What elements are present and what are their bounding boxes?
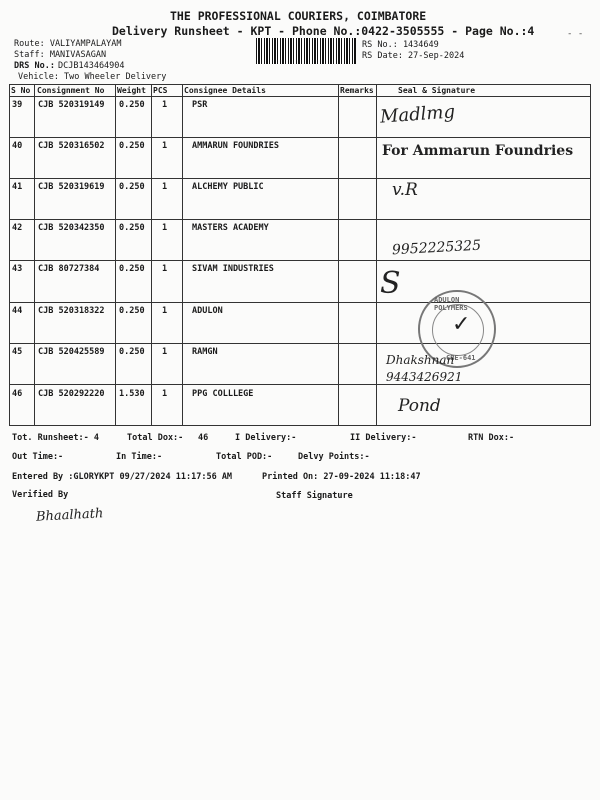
col-divider: [590, 84, 591, 426]
row-divider: [9, 137, 591, 138]
cell-sno: 46: [12, 389, 23, 399]
cell-weight: 0.250: [119, 223, 145, 233]
cell-pcs: 1: [162, 223, 168, 233]
route-label: Route: VALIYAMPALAYAM: [14, 39, 122, 49]
total-dox-value: 46: [198, 433, 209, 443]
header-signature: Seal & Signature: [398, 86, 476, 95]
cell-consignment: CJB 520319619: [38, 182, 105, 192]
table-border-top: [9, 84, 591, 85]
drs-label: DRS No.:: [14, 61, 55, 71]
cell-consignee: ALCHEMY PUBLIC: [192, 182, 264, 192]
out-time: Out Time:-: [12, 452, 64, 462]
cell-consignee: SIVAM INDUSTRIES: [192, 264, 274, 274]
cell-sno: 44: [12, 306, 23, 316]
col-divider: [376, 84, 377, 426]
cell-consignee: MASTERS ACADEMY: [192, 223, 269, 233]
drs-number: DCJB143464904: [58, 61, 125, 71]
cell-weight: 0.250: [119, 347, 145, 357]
entered-by: Entered By :GLORYKPT 09/27/2024 11:17:56 AM: [12, 472, 233, 482]
cell-consignee: AMMARUN FOUNDRIES: [192, 141, 279, 151]
tot-runsheet: Tot. Runsheet:- 4: [12, 433, 99, 443]
header-pcs: PCS: [153, 86, 168, 95]
header-consignee: Consignee Details: [184, 86, 266, 95]
row-divider: [9, 219, 591, 220]
col-divider: [34, 84, 35, 426]
verified-by: Verified By: [12, 490, 69, 500]
cell-consignment: CJB 520292220: [38, 389, 105, 399]
rs-date: RS Date: 27-Sep-2024: [362, 51, 465, 61]
i-delivery: I Delivery:-: [235, 433, 297, 443]
cell-sno: 39: [12, 100, 23, 110]
cell-consignment: CJB 520318322: [38, 306, 105, 316]
signature-handwritten: ✓: [452, 312, 471, 337]
row-divider: [9, 260, 591, 261]
signature-handwritten: Dhakshnan 9443426921: [386, 353, 463, 384]
col-divider: [9, 84, 10, 426]
cell-pcs: 1: [162, 264, 168, 274]
cell-weight: 1.530: [119, 389, 145, 399]
col-divider: [151, 84, 152, 426]
cell-consignee: ADULON: [192, 306, 223, 316]
table-border-bottom: [9, 425, 591, 426]
cell-pcs: 1: [162, 306, 168, 316]
cell-pcs: 1: [162, 182, 168, 192]
runsheet-subtitle: Delivery Runsheet - KPT - Phone No.:0422-3505555 - Page No.:4: [112, 24, 535, 38]
verifier-signature: Bhaalhath: [35, 506, 104, 525]
header-consignment: Consignment No: [37, 86, 105, 95]
cell-consignment: CJB 520342350: [38, 223, 105, 233]
staff-signature: Staff Signature: [276, 491, 353, 501]
row-divider: [9, 343, 591, 344]
header-remarks: Remarks: [340, 86, 374, 95]
ii-delivery: II Delivery:-: [350, 433, 417, 443]
table-header-divider: [9, 96, 591, 97]
total-pod: Total POD:-: [216, 452, 273, 462]
cell-consignee: PPG COLLLEGE: [192, 389, 254, 399]
cell-pcs: 1: [162, 389, 168, 399]
in-time: In Time:-: [116, 452, 163, 462]
cell-consignee: RAMGN: [192, 347, 218, 357]
signature-handwritten: S: [380, 266, 401, 301]
cell-consignee: PSR: [192, 100, 208, 110]
cell-consignment: CJB 520319149: [38, 100, 105, 110]
col-divider: [115, 84, 116, 426]
cell-pcs: 1: [162, 141, 168, 151]
staff-label: Staff: MANIVASAGAN: [14, 50, 107, 60]
col-divider: [182, 84, 183, 426]
cell-weight: 0.250: [119, 264, 145, 274]
printed-on: Printed On: 27-09-2024 11:18:47: [262, 472, 421, 482]
cell-consignment: CJB 520425589: [38, 347, 105, 357]
signature-stamp-text: For Ammarun Foundries: [382, 143, 574, 159]
cell-sno: 43: [12, 264, 23, 274]
row-divider: [9, 302, 591, 303]
barcode-image: [256, 38, 356, 64]
cell-weight: 0.250: [119, 100, 145, 110]
cell-sno: 40: [12, 141, 23, 151]
corner-mark: - -: [567, 29, 584, 39]
col-divider: [338, 84, 339, 426]
total-dox-label: Total Dox:-: [127, 433, 184, 443]
company-title: THE PROFESSIONAL COURIERS, COIMBATORE: [170, 9, 427, 23]
signature-handwritten: 9952225325: [391, 237, 482, 259]
cell-pcs: 1: [162, 347, 168, 357]
signature-handwritten: Pond: [398, 396, 441, 416]
header-sno: S No: [11, 86, 31, 95]
rtn-dox: RTN Dox:-: [468, 433, 515, 443]
company-seal: ADULON POLYMERS CBE-641: [418, 290, 496, 368]
signature-handwritten: Madlmg: [379, 101, 456, 128]
cell-weight: 0.250: [119, 182, 145, 192]
header-weight: Weight: [117, 86, 146, 95]
cell-weight: 0.250: [119, 306, 145, 316]
signature-handwritten: v.R: [392, 180, 418, 200]
delvy-points: Delvy Points:-: [298, 452, 370, 462]
cell-sno: 45: [12, 347, 23, 357]
rs-number: RS No.: 1434649: [362, 40, 439, 50]
row-divider: [9, 178, 591, 179]
cell-pcs: 1: [162, 100, 168, 110]
vehicle-label: Vehicle: Two Wheeler Delivery: [18, 72, 167, 82]
cell-consignment: CJB 80727384: [38, 264, 100, 274]
cell-consignment: CJB 520316502: [38, 141, 105, 151]
cell-sno: 42: [12, 223, 23, 233]
cell-weight: 0.250: [119, 141, 145, 151]
cell-sno: 41: [12, 182, 23, 192]
